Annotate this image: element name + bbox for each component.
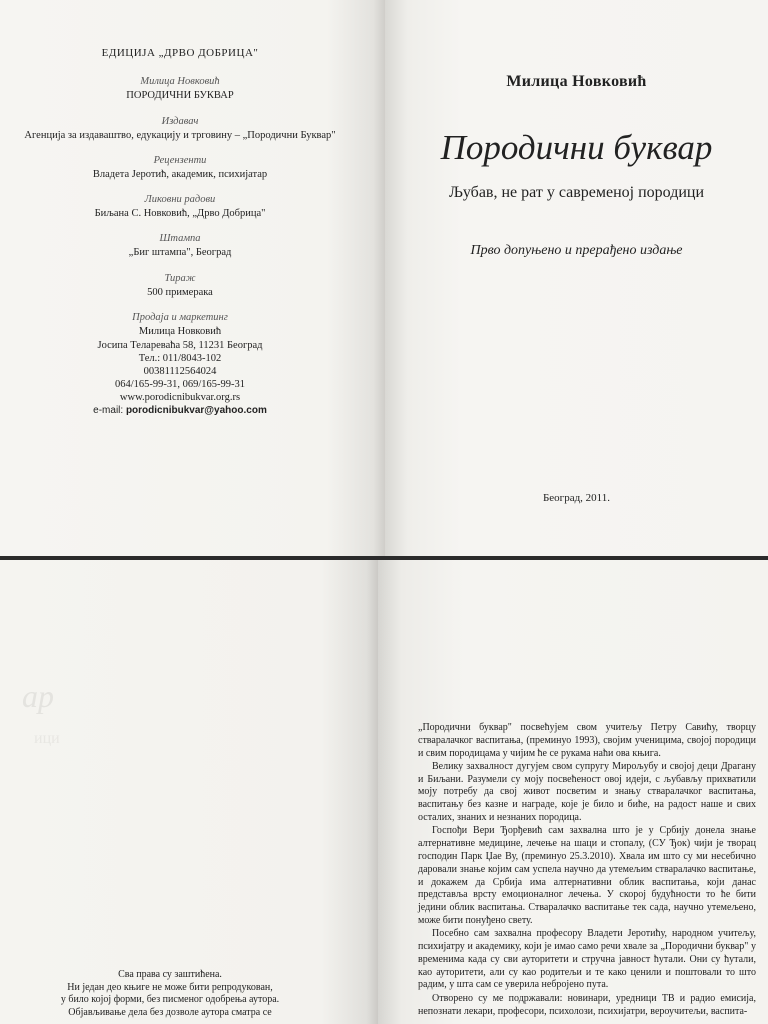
imprint-page <box>0 0 385 556</box>
copyright-line: у било којој форми, без писменог одобрења аутора. <box>60 994 280 1005</box>
bottom-spread <box>0 560 768 1024</box>
book-title-large: Породични буквар <box>440 128 713 167</box>
publisher: Агенција за издаваштво, едукацију и трговину – „Породични Буквар" <box>24 130 336 141</box>
edition-note: Прво допуњено и прерађено издање <box>470 243 683 258</box>
copyright-line: Сва права су заштићена. <box>118 969 222 980</box>
dedication-paragraph: „Породични буквар" посвећујем свом учитељу Петру Савићу, творцу стваралачког васпитања, (преминуо 1993), својим ученицима, својој породици и свим породицама у чијим ће се рукама наћи ова књига. <box>418 722 756 759</box>
edition-name: ЕДИЦИЈА „ДРВО ДОБРИЦА" <box>101 47 259 59</box>
email-line <box>0 405 360 418</box>
email-link[interactable]: porodicnibukvar@yahoo.com <box>125 405 267 416</box>
copyright-line: Објављивање дела без дозволе аутора сматра се <box>68 1006 272 1018</box>
website-link[interactable]: www.porodicnibukvar.org.rs <box>119 392 241 403</box>
dedication-paragraph: Велику захвалност дугујем свом супругу Мирољубу и својој деци Драгану и Биљани. Разумели су моју посвећеност овој идеји, с љубављу прихватили моју потребу да свој живот посветим и знању стваралачког васпитања, васпитању без казне и награде, које је било и биће, на радост наше и свих осталих, знаних и незнаних породица. <box>418 760 756 824</box>
art-caption: Ликовни радови <box>144 194 216 205</box>
copyright-line: Ни један део књиге не може бити репродукован, <box>67 981 273 993</box>
address: Јосипа Телареваћа 58, 11231 Београд <box>97 340 263 351</box>
circulation: 500 примерака <box>147 287 213 298</box>
book-subtitle: Љубав, не рат у савременој породици <box>448 184 705 201</box>
copyright-notice <box>0 969 340 1019</box>
telephone: Тел.: 011/8043-102 <box>138 353 222 364</box>
book-title: ПОРОДИЧНИ БУКВАР <box>126 90 234 101</box>
reviewer: Владета Јеротић, академик, психијатар <box>92 169 268 180</box>
author-caption: Милица Новковић <box>140 76 220 87</box>
phone-international: 00381112564024 <box>143 366 217 377</box>
bleed-through-decoration-2: ици <box>34 730 60 747</box>
printer: „Биг штампа", Београд <box>128 247 232 258</box>
title-page <box>385 0 768 556</box>
reviewer-caption: Рецензенти <box>153 155 207 166</box>
publisher-caption: Издавач <box>161 116 199 127</box>
dedication-paragraph: Посебно сам захвална професору Владети Јеротићу, народном учитељу, психијатру и академику, који је имао само речи хвале за „Породични буквар" у временима када су сви ауторитети и стручна јавност ћутали. Они су ћутали, као ауторитети, али су као родитељи и те како ценили и поштовали то што радим, у шта сам се уверила небројено пута. <box>418 928 756 991</box>
art: Биљана С. Новковић, „Дрво Добрица" <box>94 208 266 219</box>
sales-caption: Продаја и маркетинг <box>132 312 228 323</box>
dedication-text <box>418 722 756 1019</box>
place-year: Београд, 2011. <box>542 492 611 504</box>
print-caption: Штампа <box>159 233 201 244</box>
email-label: e-mail: <box>93 405 124 416</box>
dedication-page <box>378 560 768 1024</box>
dedication-paragraph: Отворено су ме подржавали: новинари, уредници ТВ и радио емисија, непознати лекари, професори, психолози, психијатри, вероучитељи, васпита- <box>418 992 756 1017</box>
dedication-paragraph: Госпођи Вери Ђорђевић сам захвална што је у Србију донела знање алтернативне медицине, лечење на шаци и стопалу, (СУ Ђок) чији је творац господин Парк Џае Ву, (преминуо 25.3.2010). Хвала им што су ми несебично даровали знање којим сам успела научно да утемељим стваралачко васпитање, и докажем да Србија има алтернативни облик васпитања, који данас представља врсту емоционалног лечења. У скорој будућности то ће бити једини облик васпитања. Стваралачко васпитање тек сада, научно утемељено, може бити понуђено свету. <box>418 825 756 926</box>
mobile: 064/165-99-31, 069/165-99-31 <box>114 379 246 390</box>
sales-name: Милица Новковић <box>138 326 222 337</box>
circulation-caption: Тираж <box>164 273 196 284</box>
author-name: Милица Новковић <box>506 73 647 90</box>
bleed-through-decoration: ар <box>22 678 54 714</box>
copyright-page <box>0 560 378 1024</box>
